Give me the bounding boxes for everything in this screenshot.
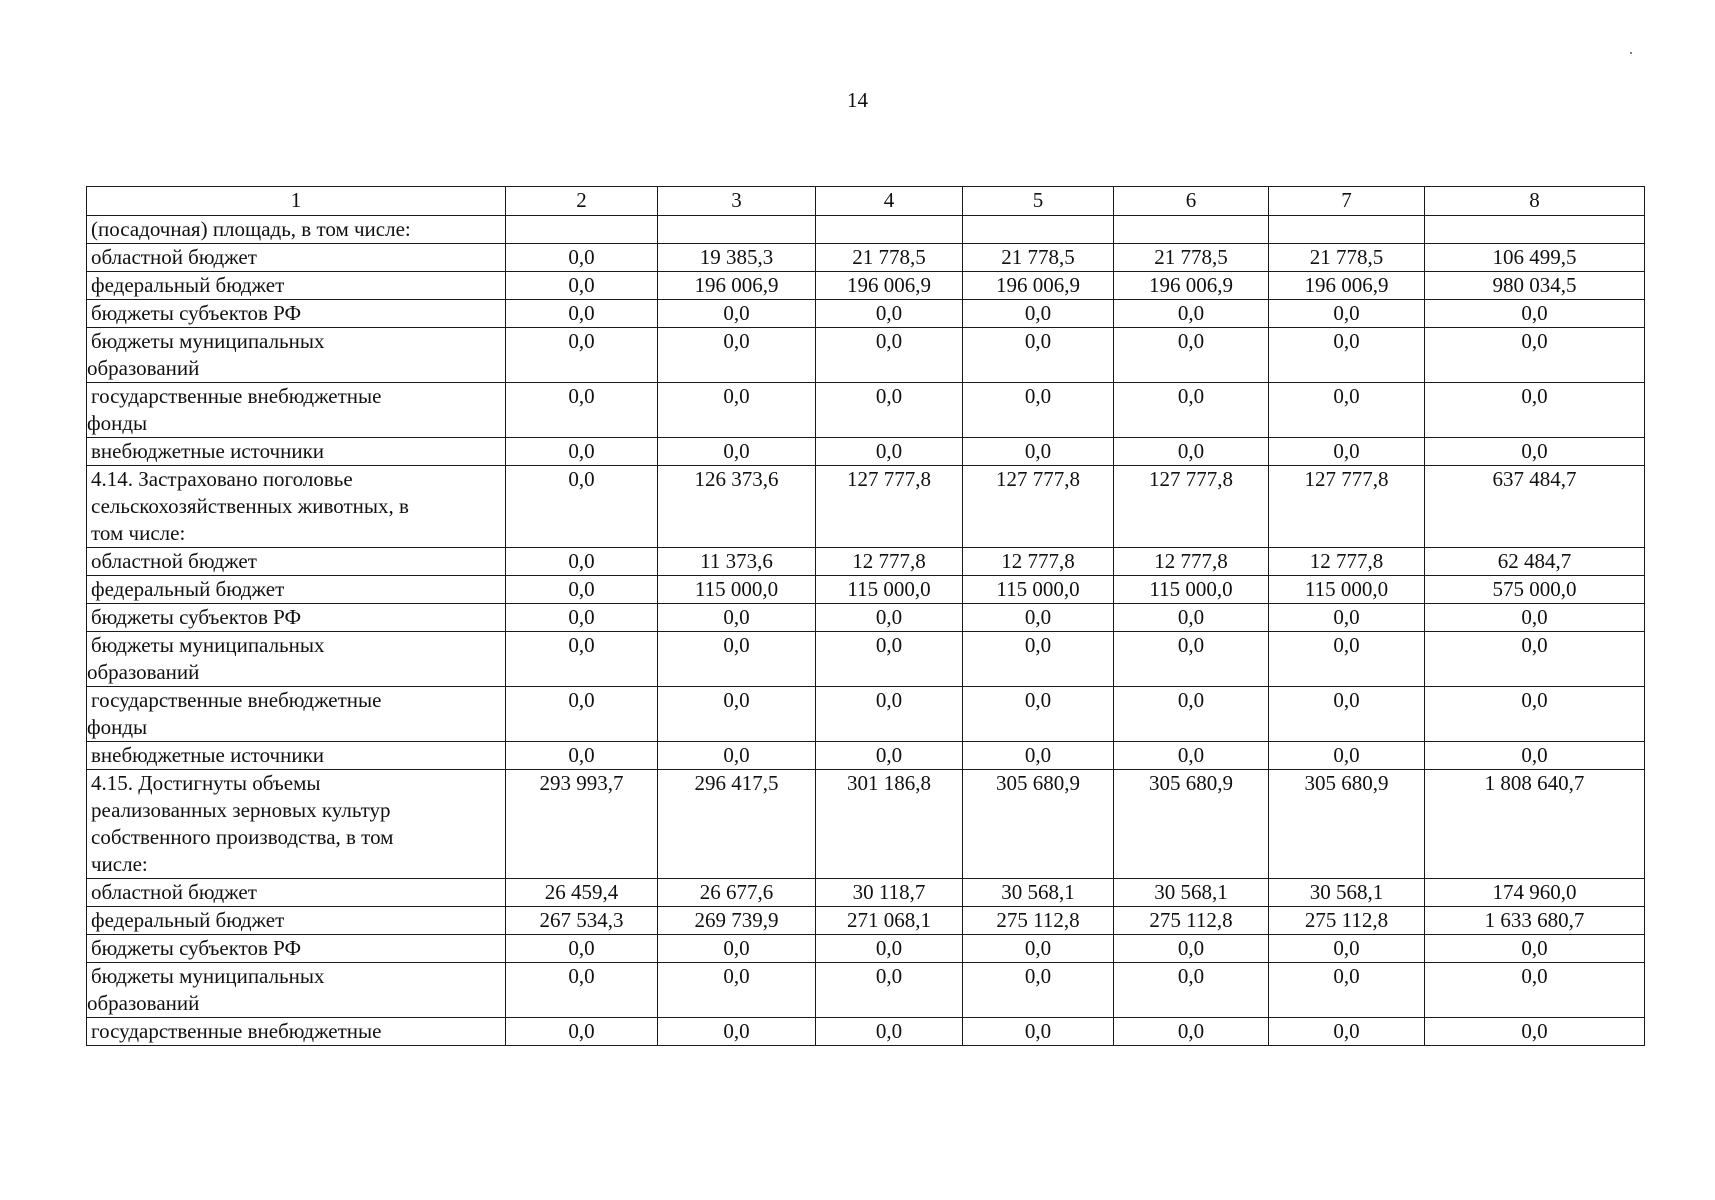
value-cell: 0,0 [506, 935, 658, 963]
row-label-line: бюджеты субъектов РФ [91, 301, 302, 325]
budget-source-row [87, 963, 1645, 1018]
value-cell: 0,0 [963, 963, 1114, 1018]
row-label [87, 383, 506, 438]
column-header: 1 [87, 187, 506, 216]
row-label-line: бюджеты субъектов РФ [91, 605, 302, 629]
value-cell: 127 777,8 [963, 466, 1114, 548]
value-cell: 0,0 [816, 935, 963, 963]
row-label-line: сельскохозяйственных животных, в [91, 494, 409, 518]
value-cell: 0,0 [963, 383, 1114, 438]
value-cell: 0,0 [1425, 687, 1645, 742]
value-cell: 0,0 [816, 300, 963, 328]
value-cell [658, 216, 816, 244]
column-header: 7 [1269, 187, 1425, 216]
row-label-line: государственные внебюджетные [91, 688, 382, 712]
value-cell: 0,0 [506, 1018, 658, 1046]
value-cell: 12 777,8 [1269, 548, 1425, 576]
column-header: 6 [1114, 187, 1269, 216]
value-cell: 0,0 [658, 300, 816, 328]
row-label [87, 1018, 506, 1046]
value-cell: 0,0 [658, 383, 816, 438]
row-label [87, 770, 506, 879]
value-cell: 196 006,9 [1269, 272, 1425, 300]
value-cell: 127 777,8 [816, 466, 963, 548]
value-cell: 21 778,5 [1269, 244, 1425, 272]
row-label-line: числе: [91, 852, 148, 876]
value-cell: 305 680,9 [1114, 770, 1269, 879]
budget-source-row [87, 272, 1645, 300]
row-label [87, 328, 506, 383]
budget-source-row [87, 576, 1645, 604]
row-label-line: бюджеты муниципальных [91, 329, 325, 353]
row-label [87, 632, 506, 687]
row-label-line: собственного производства, в том [91, 825, 394, 849]
value-cell: 0,0 [1425, 383, 1645, 438]
value-cell: 0,0 [1114, 742, 1269, 770]
row-label-line: бюджеты муниципальных [91, 964, 325, 988]
value-cell: 0,0 [816, 328, 963, 383]
value-cell: 0,0 [1425, 742, 1645, 770]
value-cell [963, 216, 1114, 244]
budget-source-row [87, 548, 1645, 576]
value-cell: 21 778,5 [963, 244, 1114, 272]
row-label-line: фонды [87, 715, 148, 739]
value-cell [1114, 216, 1269, 244]
value-cell [506, 216, 658, 244]
value-cell: 0,0 [1114, 300, 1269, 328]
budget-table [86, 186, 1645, 1046]
budget-source-row [87, 300, 1645, 328]
value-cell: 21 778,5 [1114, 244, 1269, 272]
value-cell: 271 068,1 [816, 907, 963, 935]
value-cell: 0,0 [506, 632, 658, 687]
value-cell: 12 777,8 [963, 548, 1114, 576]
column-header: 2 [506, 187, 658, 216]
table-header-row [87, 187, 1645, 216]
value-cell: 127 777,8 [1269, 466, 1425, 548]
value-cell: 0,0 [506, 576, 658, 604]
value-cell: 275 112,8 [1269, 907, 1425, 935]
value-cell: 575 000,0 [1425, 576, 1645, 604]
row-label-line: (посадочная) площадь, в том числе: [91, 217, 411, 241]
value-cell: 0,0 [963, 1018, 1114, 1046]
column-header: 3 [658, 187, 816, 216]
value-cell: 0,0 [1114, 438, 1269, 466]
value-cell: 0,0 [1269, 1018, 1425, 1046]
budget-source-row [87, 879, 1645, 907]
row-label-line: том числе: [91, 521, 186, 545]
value-cell: 0,0 [963, 300, 1114, 328]
category-row [87, 216, 1645, 244]
value-cell: 267 534,3 [506, 907, 658, 935]
value-cell: 980 034,5 [1425, 272, 1645, 300]
value-cell: 0,0 [506, 328, 658, 383]
value-cell: 0,0 [506, 687, 658, 742]
value-cell: 0,0 [658, 328, 816, 383]
value-cell: 127 777,8 [1114, 466, 1269, 548]
value-cell: 293 993,7 [506, 770, 658, 879]
budget-source-row [87, 1018, 1645, 1046]
row-label [87, 300, 506, 328]
row-label-line: 4.15. Достигнуты объемы [91, 771, 321, 795]
row-label-line: внебюджетные источники [91, 743, 325, 767]
value-cell: 275 112,8 [963, 907, 1114, 935]
value-cell: 1 633 680,7 [1425, 907, 1645, 935]
row-label-line: федеральный бюджет [91, 577, 285, 601]
value-cell: 0,0 [658, 935, 816, 963]
value-cell: 11 373,6 [658, 548, 816, 576]
value-cell: 115 000,0 [658, 576, 816, 604]
value-cell: 115 000,0 [1114, 576, 1269, 604]
value-cell: 0,0 [1114, 1018, 1269, 1046]
value-cell: 0,0 [963, 328, 1114, 383]
value-cell: 174 960,0 [1425, 879, 1645, 907]
row-label [87, 907, 506, 935]
row-label [87, 879, 506, 907]
row-label-line: образований [87, 356, 200, 380]
value-cell: 0,0 [506, 272, 658, 300]
value-cell: 0,0 [1114, 632, 1269, 687]
row-label [87, 742, 506, 770]
value-cell: 115 000,0 [1269, 576, 1425, 604]
budget-source-row [87, 383, 1645, 438]
value-cell: 0,0 [816, 604, 963, 632]
value-cell: 0,0 [963, 632, 1114, 687]
value-cell: 0,0 [1114, 604, 1269, 632]
value-cell: 275 112,8 [1114, 907, 1269, 935]
value-cell: 30 568,1 [1114, 879, 1269, 907]
value-cell: 126 373,6 [658, 466, 816, 548]
scan-speck [1630, 52, 1632, 54]
table-body [87, 187, 1645, 1046]
budget-source-row [87, 935, 1645, 963]
value-cell: 0,0 [963, 935, 1114, 963]
value-cell: 12 777,8 [816, 548, 963, 576]
value-cell: 305 680,9 [1269, 770, 1425, 879]
budget-table-container [86, 186, 1645, 1046]
row-label [87, 466, 506, 548]
value-cell: 0,0 [506, 963, 658, 1018]
value-cell: 196 006,9 [963, 272, 1114, 300]
value-cell: 0,0 [963, 687, 1114, 742]
row-label-line: областной бюджет [91, 245, 257, 269]
value-cell: 30 568,1 [1269, 879, 1425, 907]
row-label-line: федеральный бюджет [91, 273, 285, 297]
value-cell: 0,0 [1269, 963, 1425, 1018]
row-label-line: федеральный бюджет [91, 908, 285, 932]
row-label [87, 244, 506, 272]
value-cell: 19 385,3 [658, 244, 816, 272]
value-cell: 0,0 [1269, 632, 1425, 687]
row-label [87, 576, 506, 604]
budget-source-row [87, 907, 1645, 935]
value-cell: 0,0 [816, 632, 963, 687]
value-cell: 0,0 [1269, 383, 1425, 438]
value-cell [1269, 216, 1425, 244]
row-label [87, 604, 506, 632]
value-cell: 0,0 [1425, 604, 1645, 632]
value-cell: 637 484,7 [1425, 466, 1645, 548]
value-cell: 0,0 [506, 244, 658, 272]
value-cell: 296 417,5 [658, 770, 816, 879]
value-cell: 0,0 [1425, 963, 1645, 1018]
value-cell: 0,0 [506, 604, 658, 632]
value-cell: 0,0 [1114, 687, 1269, 742]
value-cell: 0,0 [506, 438, 658, 466]
value-cell: 0,0 [658, 438, 816, 466]
row-label-line: государственные внебюджетные [91, 384, 382, 408]
value-cell: 30 118,7 [816, 879, 963, 907]
value-cell: 0,0 [1114, 383, 1269, 438]
column-header: 5 [963, 187, 1114, 216]
value-cell: 0,0 [816, 742, 963, 770]
value-cell: 0,0 [506, 548, 658, 576]
value-cell: 0,0 [1269, 328, 1425, 383]
value-cell: 0,0 [1425, 1018, 1645, 1046]
value-cell: 0,0 [1269, 438, 1425, 466]
value-cell: 0,0 [658, 1018, 816, 1046]
value-cell: 0,0 [658, 604, 816, 632]
value-cell [816, 216, 963, 244]
value-cell: 196 006,9 [816, 272, 963, 300]
section-row [87, 466, 1645, 548]
value-cell: 0,0 [1425, 935, 1645, 963]
row-label [87, 963, 506, 1018]
budget-source-row [87, 244, 1645, 272]
value-cell: 0,0 [1425, 632, 1645, 687]
row-label [87, 548, 506, 576]
value-cell: 12 777,8 [1114, 548, 1269, 576]
row-label-line: областной бюджет [91, 549, 257, 573]
value-cell: 0,0 [1269, 935, 1425, 963]
row-label-line: фонды [87, 411, 148, 435]
value-cell: 0,0 [658, 742, 816, 770]
value-cell: 0,0 [816, 1018, 963, 1046]
budget-source-row [87, 438, 1645, 466]
budget-source-row [87, 742, 1645, 770]
value-cell: 0,0 [963, 604, 1114, 632]
section-row [87, 770, 1645, 879]
value-cell: 106 499,5 [1425, 244, 1645, 272]
value-cell: 0,0 [816, 687, 963, 742]
value-cell: 0,0 [1425, 328, 1645, 383]
value-cell: 26 459,4 [506, 879, 658, 907]
value-cell: 0,0 [1114, 935, 1269, 963]
value-cell: 0,0 [506, 300, 658, 328]
value-cell: 0,0 [1269, 604, 1425, 632]
value-cell: 301 186,8 [816, 770, 963, 879]
value-cell: 0,0 [506, 466, 658, 548]
value-cell: 0,0 [506, 742, 658, 770]
row-label [87, 272, 506, 300]
row-label-line: государственные внебюджетные [91, 1019, 382, 1043]
row-label-line: образований [87, 991, 200, 1015]
value-cell: 0,0 [658, 963, 816, 1018]
value-cell: 115 000,0 [963, 576, 1114, 604]
value-cell: 1 808 640,7 [1425, 770, 1645, 879]
value-cell: 0,0 [963, 742, 1114, 770]
value-cell: 26 677,6 [658, 879, 816, 907]
row-label-line: внебюджетные источники [91, 439, 325, 463]
row-label-line: областной бюджет [91, 880, 257, 904]
budget-source-row [87, 604, 1645, 632]
budget-source-row [87, 328, 1645, 383]
row-label [87, 216, 506, 244]
value-cell: 30 568,1 [963, 879, 1114, 907]
value-cell: 21 778,5 [816, 244, 963, 272]
row-label [87, 687, 506, 742]
value-cell: 62 484,7 [1425, 548, 1645, 576]
row-label [87, 935, 506, 963]
value-cell [1425, 216, 1645, 244]
budget-source-row [87, 687, 1645, 742]
column-header: 4 [816, 187, 963, 216]
value-cell: 0,0 [658, 632, 816, 687]
value-cell: 0,0 [1269, 300, 1425, 328]
value-cell: 0,0 [963, 438, 1114, 466]
value-cell: 0,0 [816, 383, 963, 438]
value-cell: 0,0 [1425, 438, 1645, 466]
value-cell: 196 006,9 [1114, 272, 1269, 300]
value-cell: 0,0 [1269, 742, 1425, 770]
value-cell: 269 739,9 [658, 907, 816, 935]
row-label-line: бюджеты муниципальных [91, 633, 325, 657]
row-label-line: образований [87, 660, 200, 684]
value-cell: 305 680,9 [963, 770, 1114, 879]
value-cell: 0,0 [658, 687, 816, 742]
value-cell: 0,0 [1269, 687, 1425, 742]
page-number: 14 [847, 88, 868, 112]
value-cell: 0,0 [1425, 300, 1645, 328]
value-cell: 0,0 [1114, 963, 1269, 1018]
budget-source-row [87, 632, 1645, 687]
value-cell: 0,0 [816, 438, 963, 466]
row-label-line: бюджеты субъектов РФ [91, 936, 302, 960]
value-cell: 196 006,9 [658, 272, 816, 300]
row-label [87, 438, 506, 466]
value-cell: 115 000,0 [816, 576, 963, 604]
value-cell: 0,0 [1114, 328, 1269, 383]
value-cell: 0,0 [816, 963, 963, 1018]
value-cell: 0,0 [506, 383, 658, 438]
row-label-line: реализованных зерновых культур [91, 798, 391, 822]
column-header: 8 [1425, 187, 1645, 216]
row-label-line: 4.14. Застраховано поголовье [91, 467, 353, 491]
